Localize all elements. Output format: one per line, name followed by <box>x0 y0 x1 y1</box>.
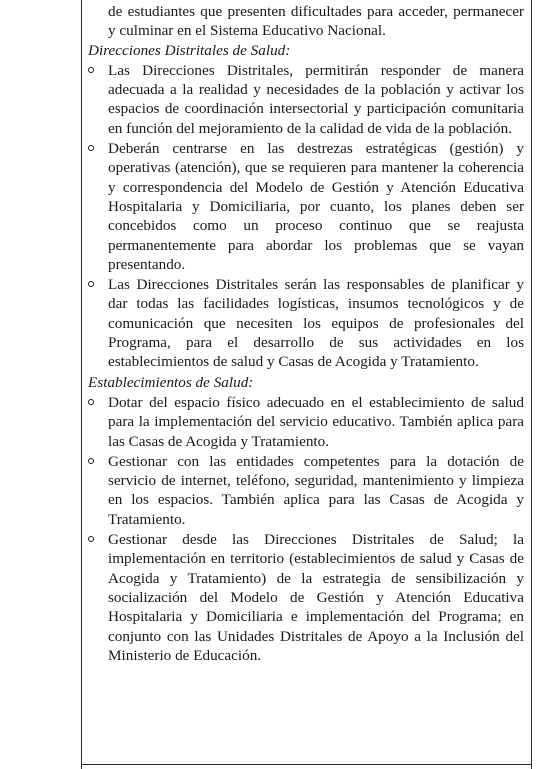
list-item-text: Gestionar con las entidades competentes para la dotación de servicio de internet, teléfono, seguridad, mantenimiento y limpieza en los espacios. También aplica para las Casas de Acogida y Tratamiento. <box>108 452 524 528</box>
section-heading-direcciones: Direcciones Distritales de Salud: <box>88 41 291 59</box>
bullet-list-direcciones <box>84 61 524 372</box>
table-left-border <box>81 0 82 769</box>
list-item <box>84 275 524 371</box>
list-item-text: Deberán centrarse en las destrezas estratégicas (gestión) y operativas (atención), que se requieren para mantener la coherencia y correspondencia del Modelo de Gestión y Atención Educativa Hospitalaria y Domiciliaria, por cuanto, los planes deben ser concebidos como un proceso continuo que se reajusta permanentemente para abordar los problemas que se vayan presentando. <box>108 140 524 273</box>
list-item-text: Dotar del espacio físico adecuado en el establecimiento de salud para la implementación del servicio educativo. También aplica para las Casas de Acogida y Tratamiento. <box>108 393 524 450</box>
table-cell-content <box>84 2 524 666</box>
table-right-border <box>531 0 532 769</box>
bullet-icon <box>88 458 94 464</box>
bullet-list-establecimientos <box>84 393 524 665</box>
bullet-icon <box>88 67 94 73</box>
list-item <box>84 530 524 665</box>
bullet-icon <box>88 281 94 287</box>
list-item <box>84 452 524 529</box>
continuation-text: de estudiantes que presenten dificultades para acceder, permanecer y culminar en el Sistema Educativo Nacional. <box>108 3 524 40</box>
bullet-icon <box>88 536 94 542</box>
list-item <box>84 61 524 138</box>
list-item-text: Gestionar desde las Direcciones Distritales de Salud; la implementación en territorio (establecimientos de salud y Casas de Acogida y Tratamiento) de la estrategia de sensibilización y socialización del Modelo de Gestión y Atención Educativa Hospitalaria y Domiciliaria e implementación del Programa; en conjunto con las Unidades Distritales de Apoyo a la Inclusión del Ministerio de Educación. <box>108 531 524 664</box>
list-item <box>84 393 524 451</box>
bullet-icon <box>88 145 94 151</box>
table-bottom-border <box>81 764 532 765</box>
list-item-text: Las Direcciones Distritales serán las responsables de planificar y dar todas las facilidades logísticas, insumos tecnológicos y de comunicación que necesiten los equipos de profesionales del Programa, para el desarrollo de sus actividades en los establecimientos de salud y Casas de Acogida y Tratamiento. <box>108 276 524 371</box>
bullet-icon <box>88 399 94 405</box>
list-item <box>84 139 524 274</box>
list-item-text: Las Direcciones Distritales, permitirán responder de manera adecuada a la realidad y necesidades de la población y activar los espacios de coordinación intersectorial y participación comunitaria en función del mejoramiento de la calidad de vida de la población. <box>108 61 524 137</box>
section-heading-establecimientos: Establecimientos de Salud: <box>88 373 254 391</box>
